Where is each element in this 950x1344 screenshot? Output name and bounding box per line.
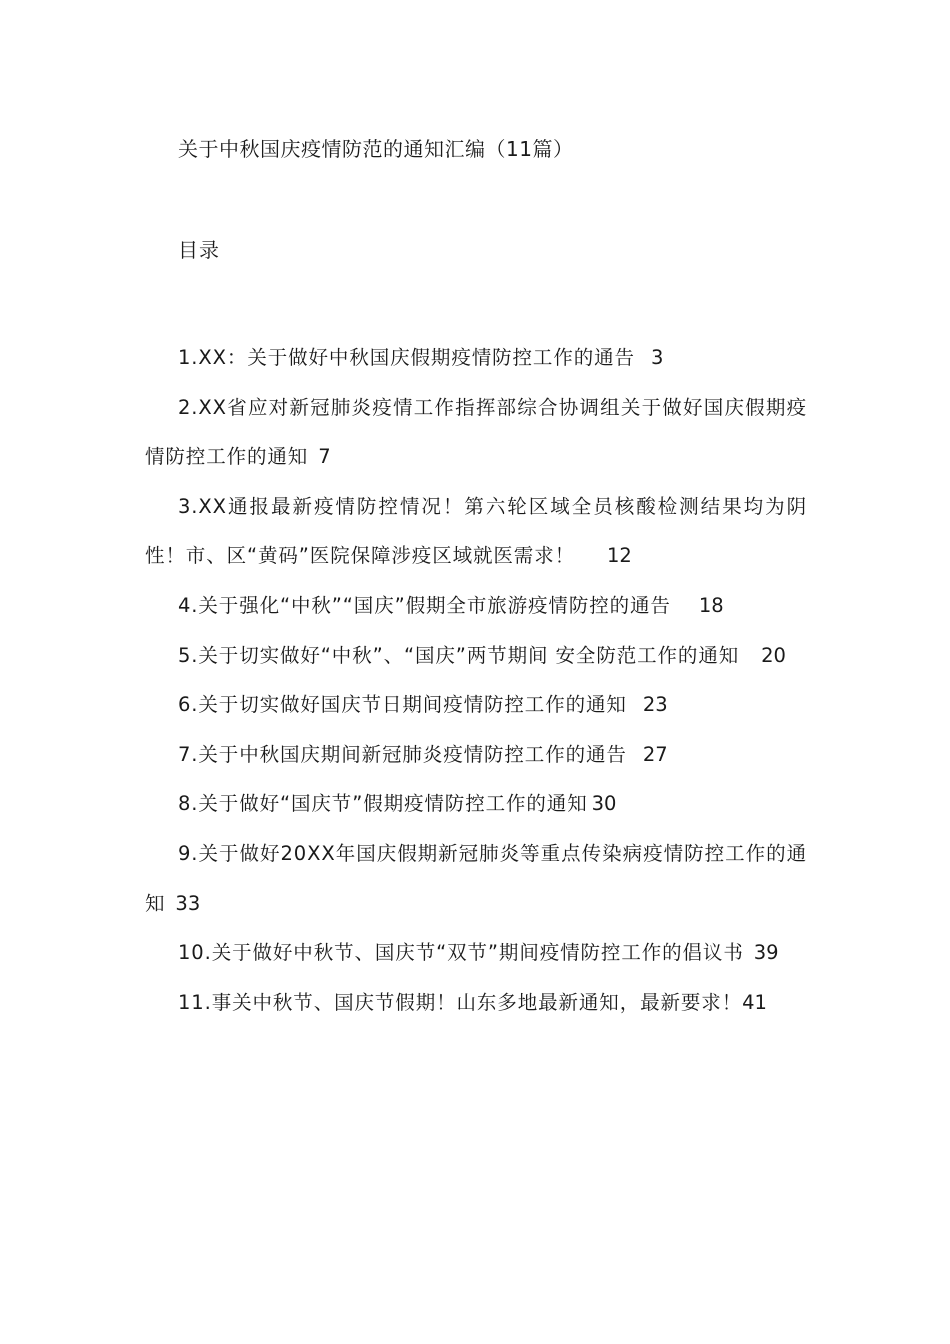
toc-page-number: 39 xyxy=(753,941,779,965)
toc-entry-text: 10.关于做好中秋节、国庆节“双节”期间疫情防控工作的倡议书 xyxy=(178,941,744,965)
toc-page-number: 12 xyxy=(607,544,632,568)
toc-entry-text: 5.关于切实做好“中秋”、“国庆”两节期间 安全防范工作的通知 xyxy=(178,643,740,667)
toc-entry-6[interactable] xyxy=(145,680,807,730)
toc-entry-text: 11.事关中秋节、国庆节假期！山东多地最新通知，最新要求！ xyxy=(178,990,743,1014)
toc-page-number: 33 xyxy=(175,891,201,915)
toc-entry-text: 7.关于中秋国庆期间新冠肺炎疫情防控工作的通告 xyxy=(178,742,627,766)
toc-entry-1[interactable] xyxy=(145,333,807,383)
toc-page-number: 18 xyxy=(698,593,724,617)
toc-page-number: 27 xyxy=(642,742,668,766)
toc-entry-text: 9.关于做好20XX年国庆假期新冠肺炎等重点传染病疫情防控工作的通知 xyxy=(145,841,807,915)
toc-entry-2[interactable] xyxy=(145,383,807,482)
toc-page-number: 20 xyxy=(761,643,786,667)
toc-entry-8[interactable] xyxy=(145,779,807,829)
table-of-contents xyxy=(145,333,807,1027)
toc-entry-text: 8.关于做好“国庆节”假期疫情防控工作的通知 xyxy=(178,792,588,816)
toc-entry-text: 6.关于切实做好国庆节日期间疫情防控工作的通知 xyxy=(178,693,627,717)
toc-entry-10[interactable] xyxy=(145,928,807,978)
toc-page-number: 30 xyxy=(591,792,617,816)
toc-entry-7[interactable] xyxy=(145,730,807,780)
toc-entry-text: 3.XX通报最新疫情防控情况！第六轮区域全员核酸检测结果均为阴性！市、区“黄码”医院保障涉疫区域就医需求！ xyxy=(145,494,807,568)
toc-entry-4[interactable] xyxy=(145,581,807,631)
toc-page-number: 23 xyxy=(642,693,668,717)
toc-entry-text: 4.关于强化“中秋”“国庆”假期全市旅游疫情防控的通告 xyxy=(178,593,671,617)
toc-page-number: 7 xyxy=(318,445,331,469)
toc-page-number: 41 xyxy=(742,990,767,1014)
toc-heading: 目录 xyxy=(178,238,220,262)
toc-entry-5[interactable] xyxy=(145,631,807,681)
toc-entry-11[interactable] xyxy=(145,978,807,1028)
toc-page-number: 3 xyxy=(650,346,664,369)
toc-entry-3[interactable] xyxy=(145,482,807,581)
toc-entry-9[interactable] xyxy=(145,829,807,928)
toc-entry-text: 1.XX：关于做好中秋国庆假期疫情防控工作的通告 xyxy=(178,346,635,369)
document-title: 关于中秋国庆疫情防范的通知汇编（11篇） xyxy=(178,137,574,161)
toc-entry-text: 2.XX省应对新冠肺炎疫情工作指挥部综合协调组关于做好国庆假期疫情防控工作的通知 xyxy=(145,395,807,469)
